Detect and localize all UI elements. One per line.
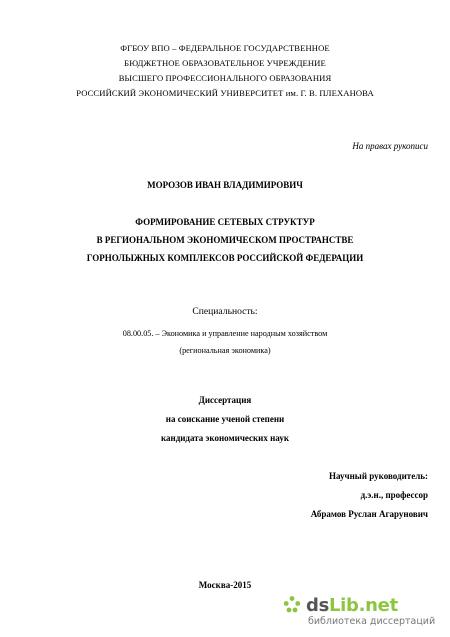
degree-line-3: кандидата экономических наук — [160, 433, 290, 443]
watermark-brand-lib: Lib.net — [329, 594, 398, 616]
specialty-code: 08.00.05. – Экономика и управление народным хозяйством — [122, 329, 328, 338]
supervisor-label: Научный руководитель: — [329, 471, 428, 481]
specialty-branch: (региональная экономика) — [179, 346, 271, 355]
institution-line-1: ФГБОУ ВПО – ФЕДЕРАЛЬНОЕ ГОСУДАРСТВЕННОЕ — [120, 43, 330, 53]
degree-line-2: на соискание ученой степени — [165, 414, 285, 424]
dslib-logo-icon — [282, 595, 302, 615]
thesis-title-line-2: В РЕГИОНАЛЬНОМ ЭКОНОМИЧЕСКОМ ПРОСТРАНСТВЕ — [96, 235, 354, 245]
thesis-title-line-1: ФОРМИРОВАНИЕ СЕТЕВЫХ СТРУКТУР — [135, 217, 315, 227]
watermark-brand-ds: ds — [306, 594, 329, 616]
specialty-label: Специальность: — [192, 306, 258, 317]
dslib-watermark[interactable] — [282, 593, 440, 631]
institution-line-4: РОССИЙСКИЙ ЭКОНОМИЧЕСКИЙ УНИВЕРСИТЕТ им. Г. В. ПЛЕХАНОВА — [76, 88, 374, 98]
watermark-subtitle: библиотека диссертаций — [308, 616, 436, 627]
thesis-title-line-3: ГОРНОЛЫЖНЫХ КОМПЛЕКСОВ РОССИЙСКОЙ ФЕДЕРАЦИИ — [86, 253, 364, 263]
degree-line-1: Диссертация — [198, 395, 252, 405]
institution-line-3: ВЫСШЕГО ПРОФЕССИОНАЛЬНОГО ОБРАЗОВАНИЯ — [118, 73, 332, 83]
author-name: МОРОЗОВ ИВАН ВЛАДИМИРОВИЧ — [147, 180, 303, 190]
city-year: Москва-2015 — [198, 580, 252, 590]
supervisor-name: Абрамов Руслан Агарунович — [310, 509, 428, 519]
supervisor-rank: д.э.н., профессор — [360, 490, 428, 500]
manuscript-note: На правах рукописи — [352, 141, 428, 151]
institution-line-2: БЮДЖЕТНОЕ ОБРАЗОВАТЕЛЬНОЕ УЧРЕЖДЕНИЕ — [124, 58, 326, 68]
